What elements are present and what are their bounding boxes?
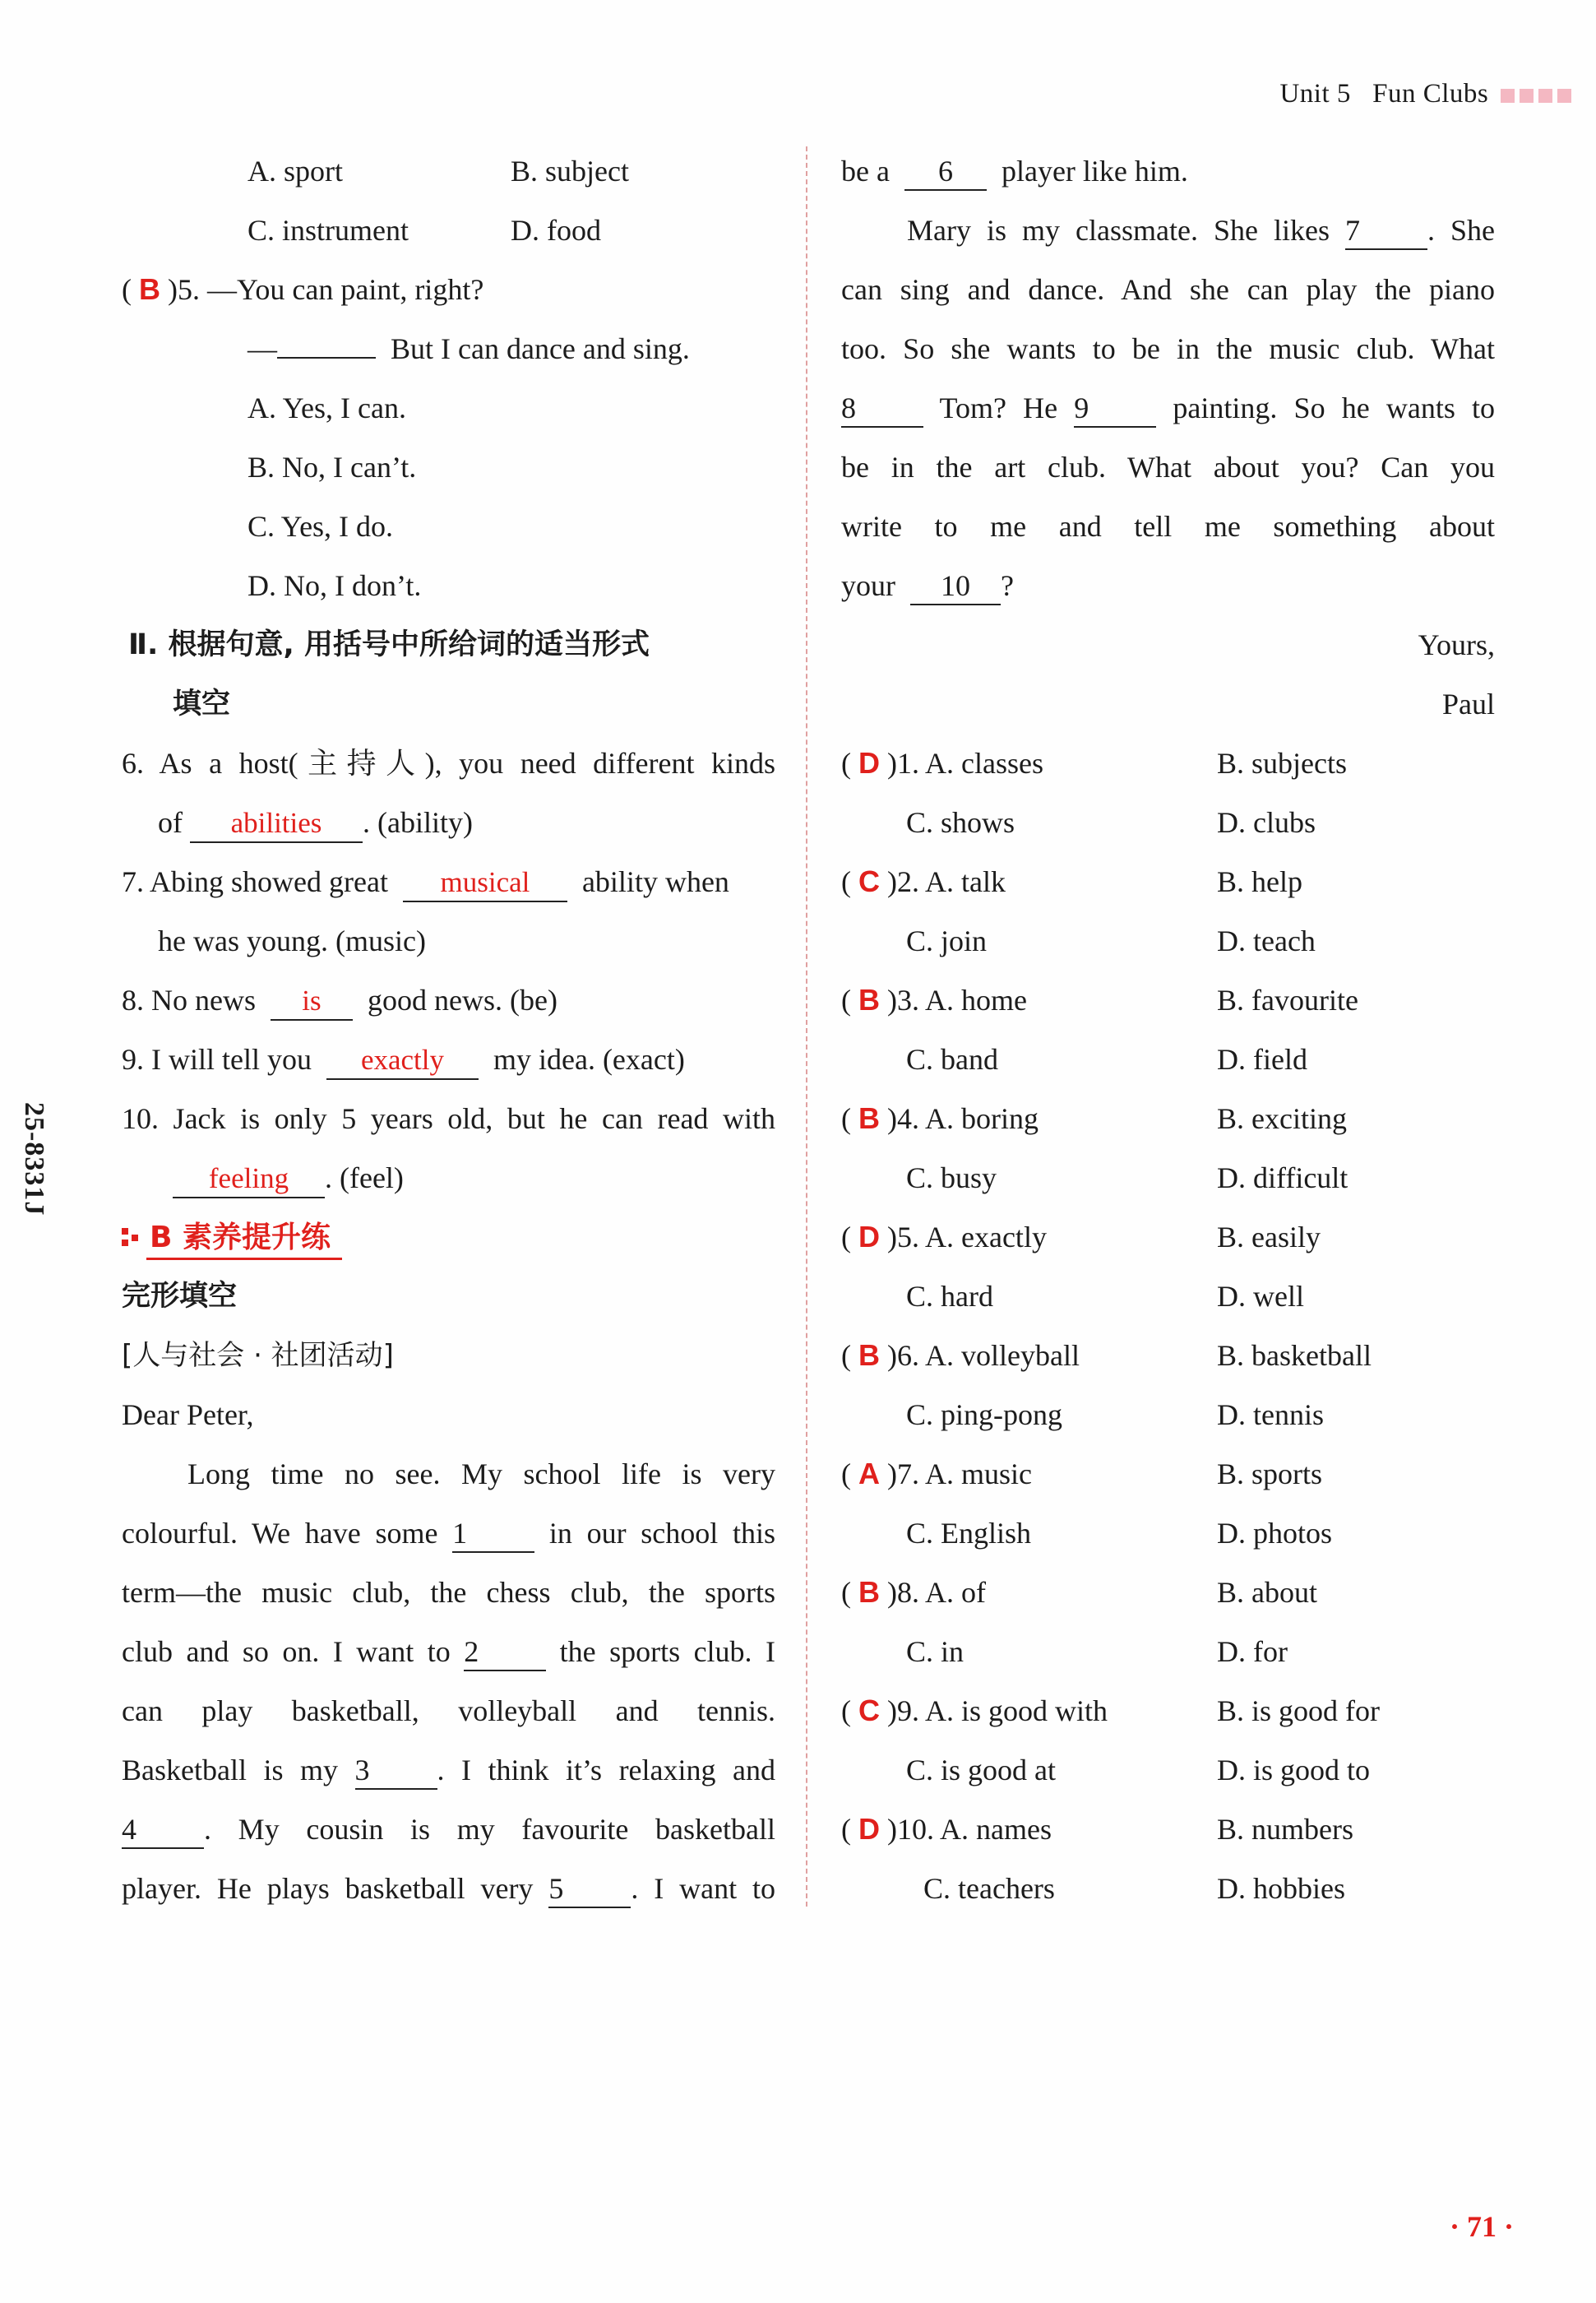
passage-line bbox=[122, 1859, 775, 1918]
option-b: B. easily bbox=[1217, 1221, 1321, 1253]
mc-question-row: ( D )10. A. names B. numbers bbox=[841, 1800, 1495, 1859]
passage-line bbox=[841, 556, 1495, 615]
option-d: D. photos bbox=[1217, 1517, 1333, 1550]
option-b: B. exciting bbox=[1217, 1102, 1347, 1135]
right-column bbox=[841, 141, 1495, 1918]
text: Tom? He bbox=[939, 392, 1058, 424]
mc-options-row bbox=[841, 1859, 1495, 1918]
passage-line: Long time no see. My school life is very bbox=[187, 1457, 775, 1490]
answer-mark: B bbox=[858, 1101, 880, 1135]
question-text: my idea. (exact) bbox=[493, 1043, 685, 1076]
option-a: )2. A. talk bbox=[887, 865, 1006, 898]
question-text: 8. No news bbox=[122, 984, 256, 1017]
passage-line: be in the art club. What about you? Can you bbox=[841, 451, 1495, 484]
section2-title: Ⅱ. 根据句意, 用括号中所给词的适当形式 bbox=[128, 628, 650, 661]
blank-number: 2 bbox=[464, 1635, 479, 1668]
blank-7 bbox=[1345, 212, 1427, 250]
mc-options-row bbox=[841, 1504, 1495, 1563]
passage-line bbox=[122, 1504, 775, 1563]
option-c: C. busy bbox=[906, 1161, 997, 1194]
option-c: C. teachers bbox=[923, 1872, 1055, 1905]
option-d: D. teach bbox=[1217, 924, 1316, 957]
mc-question-row: ( B )8. A. of B. about bbox=[841, 1563, 1495, 1622]
option-c: C. in bbox=[906, 1635, 965, 1668]
question-text: 7. Abing showed great bbox=[122, 865, 388, 898]
text: be a bbox=[841, 155, 890, 188]
answer-blank bbox=[271, 982, 353, 1021]
hint: . (ability) bbox=[363, 806, 473, 839]
hint: . (feel) bbox=[325, 1161, 404, 1194]
option-d: D. for bbox=[1217, 1635, 1288, 1668]
answer-mark: B bbox=[858, 1338, 880, 1372]
q8 bbox=[122, 971, 775, 1030]
side-code: 25-8331J bbox=[19, 1102, 49, 1216]
mc-question-row: ( B )6. A. volleyball B. basketball bbox=[841, 1326, 1495, 1385]
text: club and so on. I want to bbox=[122, 1635, 451, 1668]
section2-title-cont: 填空 bbox=[173, 688, 231, 721]
option-a: A. sport bbox=[247, 155, 343, 188]
option-a: )10. A. names bbox=[887, 1813, 1052, 1846]
section-b-label: B 素养提升练 bbox=[146, 1214, 342, 1260]
question-text: )5. —You can paint, right? bbox=[168, 273, 484, 306]
answer-mark: B bbox=[139, 272, 160, 306]
answer-blank bbox=[277, 357, 376, 359]
text: . My cousin is my favourite basketball bbox=[204, 1813, 775, 1846]
option-b: B. subject bbox=[511, 155, 629, 188]
blank-10 bbox=[910, 568, 1001, 605]
mc-options-row bbox=[841, 1030, 1495, 1089]
multiple-choice-list bbox=[841, 734, 1495, 1918]
option-a: )9. A. is good with bbox=[887, 1694, 1108, 1727]
unit-label: Unit 5 bbox=[1279, 79, 1351, 109]
answer-blank bbox=[190, 804, 363, 843]
passage-line bbox=[122, 1800, 775, 1859]
answer-blank bbox=[403, 864, 567, 902]
option-c: C. band bbox=[906, 1043, 998, 1076]
q9 bbox=[122, 1030, 775, 1089]
blank-number: 1 bbox=[452, 1517, 468, 1550]
cloze-title: 完形填空 bbox=[122, 1280, 238, 1313]
text: in our school this bbox=[548, 1517, 775, 1550]
blank-number: 9 bbox=[1074, 392, 1089, 424]
blank-number: 8 bbox=[841, 392, 856, 424]
q4-options-ab bbox=[122, 141, 775, 201]
text: your bbox=[841, 569, 895, 602]
blank-3 bbox=[355, 1752, 437, 1790]
blank-number: 3 bbox=[354, 1754, 370, 1786]
option-b: B. numbers bbox=[1217, 1813, 1353, 1846]
option-a: )4. A. boring bbox=[887, 1102, 1039, 1135]
option-d: D. field bbox=[1217, 1043, 1307, 1076]
answer-mark: D bbox=[858, 1220, 880, 1253]
q7-line2: he was young. (music) bbox=[158, 924, 426, 957]
passage-line: too. So she wants to be in the music club. What bbox=[841, 332, 1495, 365]
mc-question-row: ( D )1. A. classes B. subjects bbox=[841, 734, 1495, 793]
filled-answer: abilities bbox=[230, 807, 322, 839]
q6-line1: 6. As a host(主持人), you need different kinds bbox=[122, 747, 775, 780]
option-c: C. shows bbox=[906, 806, 1015, 839]
answer-mark: B bbox=[858, 1575, 880, 1609]
section-icon bbox=[122, 1228, 140, 1246]
theme-tag: [人与社会 · 社团活动] bbox=[122, 1339, 394, 1372]
option-d: D. hobbies bbox=[1217, 1872, 1345, 1905]
q7-line1 bbox=[122, 852, 775, 911]
option-b: B. help bbox=[1217, 865, 1302, 898]
text: the sports club. I bbox=[559, 1635, 775, 1668]
header-decoration bbox=[1538, 89, 1552, 103]
q5-option-d: D. No, I don’t. bbox=[247, 569, 422, 602]
passage-line bbox=[841, 378, 1495, 438]
option-c: C. instrument bbox=[247, 214, 409, 247]
text: player. He plays basketball very bbox=[122, 1872, 534, 1905]
page-header bbox=[1279, 79, 1571, 109]
answer-mark: D bbox=[858, 1812, 880, 1846]
word: of bbox=[158, 806, 183, 839]
q10-line1: 10. Jack is only 5 years old, but he can read with bbox=[122, 1102, 775, 1135]
passage-line bbox=[841, 201, 1495, 260]
answer-blank bbox=[173, 1160, 325, 1198]
mc-question-row: ( C )2. A. talk B. help bbox=[841, 852, 1495, 911]
q10-line2 bbox=[122, 1148, 775, 1207]
passage-line bbox=[841, 141, 1495, 201]
filled-answer: feeling bbox=[208, 1162, 289, 1194]
option-a: )3. A. home bbox=[887, 984, 1027, 1017]
q5-option-b: B. No, I can’t. bbox=[247, 451, 417, 484]
mc-options-row bbox=[841, 793, 1495, 852]
blank-number: 6 bbox=[937, 155, 953, 188]
passage-line: write to me and tell me something about bbox=[841, 510, 1495, 543]
header-decoration bbox=[1557, 89, 1571, 103]
mc-options-row bbox=[841, 911, 1495, 971]
mc-options-row bbox=[841, 1148, 1495, 1207]
blank-6 bbox=[904, 153, 987, 191]
option-c: C. ping-pong bbox=[906, 1398, 1063, 1431]
column-divider bbox=[806, 146, 807, 1907]
passage-line bbox=[122, 1622, 775, 1681]
answer-mark: A bbox=[858, 1457, 880, 1490]
answer-blank bbox=[326, 1041, 479, 1080]
letter-greeting: Dear Peter, bbox=[122, 1398, 254, 1431]
option-d: D. difficult bbox=[1217, 1161, 1349, 1194]
q6-line2 bbox=[122, 793, 775, 852]
answer-mark: B bbox=[858, 983, 880, 1017]
option-a: )7. A. music bbox=[887, 1457, 1032, 1490]
q5-line2: — But I can dance and sing. bbox=[247, 332, 690, 365]
question-text: ability when bbox=[581, 865, 729, 898]
option-d: D. tennis bbox=[1217, 1398, 1324, 1431]
blank-number: 5 bbox=[548, 1872, 564, 1905]
blank-1 bbox=[452, 1515, 534, 1553]
blank-2 bbox=[464, 1633, 546, 1671]
option-a: )1. A. classes bbox=[887, 747, 1043, 780]
blank-number: 7 bbox=[1345, 214, 1360, 247]
q4-options-cd bbox=[122, 201, 775, 260]
option-b: B. about bbox=[1217, 1576, 1317, 1609]
question-text: But I can dance and sing. bbox=[391, 332, 690, 365]
option-b: B. is good for bbox=[1217, 1694, 1380, 1727]
mc-options-row bbox=[841, 1267, 1495, 1326]
unit-title: Fun Clubs bbox=[1372, 79, 1489, 109]
text: . I think it’s relaxing and bbox=[437, 1754, 775, 1786]
left-column bbox=[122, 141, 775, 1918]
passage-line: can sing and dance. And she can play the piano bbox=[841, 273, 1495, 306]
q5-option-c: C. Yes, I do. bbox=[247, 510, 394, 543]
text: player like him. bbox=[1001, 155, 1188, 188]
option-d: D. food bbox=[511, 214, 601, 247]
blank-number: 10 bbox=[941, 569, 970, 602]
option-a: )6. A. volleyball bbox=[887, 1339, 1080, 1372]
text: . I want to bbox=[631, 1872, 775, 1905]
option-d: D. well bbox=[1217, 1280, 1304, 1313]
text: Mary is my classmate. She likes bbox=[907, 214, 1330, 247]
letter-closing: Yours, bbox=[1418, 628, 1495, 661]
letter-signature: Paul bbox=[1441, 688, 1495, 721]
option-c: C. English bbox=[906, 1517, 1032, 1550]
text: ? bbox=[1001, 569, 1014, 602]
header-decoration bbox=[1520, 89, 1534, 103]
mc-question-row: ( A )7. A. music B. sports bbox=[841, 1444, 1495, 1504]
option-b: B. sports bbox=[1217, 1457, 1323, 1490]
option-c: C. join bbox=[906, 924, 988, 957]
blank-8 bbox=[841, 390, 923, 428]
option-a: )8. A. of bbox=[887, 1576, 986, 1609]
answer-mark: D bbox=[858, 746, 880, 780]
passage-line bbox=[122, 1740, 775, 1800]
question-text: 9. I will tell you bbox=[122, 1043, 312, 1076]
answer-mark: C bbox=[858, 864, 880, 898]
passage-line: term—the music club, the chess club, the sports bbox=[122, 1576, 775, 1609]
mc-options-row bbox=[841, 1385, 1495, 1444]
q5-option-a: A. Yes, I can. bbox=[247, 392, 406, 424]
page-number: · 71 · bbox=[1449, 2210, 1514, 2243]
filled-answer: musical bbox=[440, 866, 530, 898]
mc-options-row bbox=[841, 1740, 1495, 1800]
option-b: B. favourite bbox=[1217, 984, 1358, 1017]
text: colourful. We have some bbox=[122, 1517, 438, 1550]
filled-answer: is bbox=[302, 985, 322, 1017]
mc-question-row: ( B )4. A. boring B. exciting bbox=[841, 1089, 1495, 1148]
q5-stem: ( B )5. —You can paint, right? bbox=[122, 260, 775, 319]
mc-question-row: ( C )9. A. is good with B. is good for bbox=[841, 1681, 1495, 1740]
text: painting. So he wants to bbox=[1173, 392, 1495, 424]
option-d: D. clubs bbox=[1217, 806, 1316, 839]
passage-line: can play basketball, volleyball and tennis. bbox=[122, 1694, 775, 1727]
blank-number: 4 bbox=[122, 1813, 136, 1846]
blank-4 bbox=[122, 1811, 204, 1849]
option-b: B. basketball bbox=[1217, 1339, 1372, 1372]
blank-5 bbox=[548, 1870, 631, 1908]
section-b-heading bbox=[122, 1207, 775, 1267]
filled-answer: exactly bbox=[360, 1044, 445, 1076]
text: Basketball is my bbox=[122, 1754, 338, 1786]
blank-9 bbox=[1074, 390, 1156, 428]
text: . She bbox=[1427, 214, 1495, 247]
mc-question-row: ( B )3. A. home B. favourite bbox=[841, 971, 1495, 1030]
option-c: C. hard bbox=[906, 1280, 993, 1313]
option-a: )5. A. exactly bbox=[887, 1221, 1047, 1253]
option-d: D. is good to bbox=[1217, 1754, 1371, 1786]
question-text: good news. (be) bbox=[367, 984, 557, 1017]
answer-mark: C bbox=[858, 1694, 880, 1727]
mc-question-row: ( D )5. A. exactly B. easily bbox=[841, 1207, 1495, 1267]
option-b: B. subjects bbox=[1217, 747, 1347, 780]
header-decoration bbox=[1501, 89, 1515, 103]
mc-options-row bbox=[841, 1622, 1495, 1681]
option-c: C. is good at bbox=[906, 1754, 1057, 1786]
